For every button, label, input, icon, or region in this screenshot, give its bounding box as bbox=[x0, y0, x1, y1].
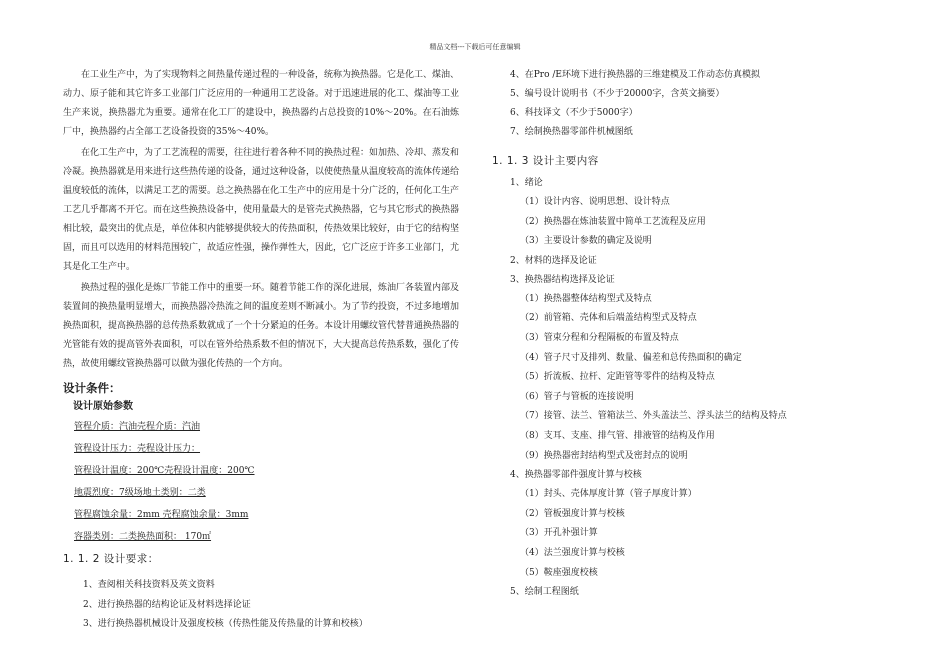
section-item: （5）鞍座强度校核 bbox=[520, 567, 598, 578]
design-conditions-heading: 设计条件： bbox=[63, 381, 121, 395]
requirement-item: 2、进行换热器的结构论证及材料选择论证 bbox=[83, 599, 251, 610]
section-item: （1）封头、壳体厚度计算（管子厚度计算） bbox=[520, 489, 697, 500]
page-header: 精品文档---下载后可任意编辑 bbox=[429, 43, 521, 51]
design-params-heading: 设计原始参数 bbox=[73, 401, 133, 412]
requirement-item: 6、科技译文（不少于5000字） bbox=[510, 108, 638, 118]
section-item: （3）开孔补强计算 bbox=[520, 528, 598, 539]
requirements-heading: 1. 1. 2 设计要求： bbox=[63, 553, 159, 565]
section-item: （3）管束分程和分程隔板的布置及特点 bbox=[520, 332, 679, 343]
section-item: （5）折流板、拉杆、定距管等零件的结构及特点 bbox=[520, 372, 715, 383]
section-item: （3）主要设计参数的确定及说明 bbox=[520, 236, 652, 247]
requirement-item: 4、在Pro /E环境下进行换热器的三维建模及工作动态仿真模拟 bbox=[510, 70, 760, 80]
section-item: （9）换热器密封结构型式及密封点的说明 bbox=[520, 450, 688, 461]
requirement-item: 3、进行换热器机械设计及强度校核（传热性能及传热量的计算和校核） bbox=[83, 619, 368, 629]
intro-paragraph-2: 在化工生产中，为了工艺流程的需要，往往进行着各种不同的换热过程：如加热、冷却、蒸发和冷凝。换热器就是用来进行这些热传递的设备，通过这种设备，以使使热量从温度较高的流体传递给温度较低的流体，以满足工艺的需要。总之换热器在化工生产中的应用是十分广泛的，任何化工生产工艺几乎都离不开它。而在这些换热设备中，使用量最大的是管壳式换热器，它与其它形式的换热器相比较，最突出的优点是，单位体积内能够提供较大的传热面积，传热效果比较好，由于它的结构坚固，而且可以选用的材料范围较广，故适应性强，操作弹性大，因此，它广泛应于许多工业部门，尤其是化工生产中。 bbox=[63, 148, 460, 272]
intro-paragraph-1: 在工业生产中，为了实现物料之间热量传递过程的一种设备，统称为换热器。它是化工、煤油、动力、原子能和其它许多工业部门广泛应用的一种通用工艺设备。对于迅速进展的化工、煤油等工业生产来说，换热器尤为重要。通常在化工厂的建设中，换热器约占总投资的10%～20%。在石油炼厂中，换热器约占全部工艺设备投资的35%～40%。 bbox=[63, 70, 460, 137]
requirement-item: 5、编号设计说明书（不少于20000字，含英文摘要） bbox=[510, 89, 725, 99]
section-item: （4）管子尺寸及排列、数量、偏差和总传热面积的确定 bbox=[520, 352, 742, 363]
section-title: 3、换热器结构选择及论证 bbox=[510, 274, 615, 285]
condition-corrosion: 管程腐蚀余量：2mm 壳程腐蚀余量：3mm bbox=[74, 510, 249, 520]
right-column bbox=[492, 66, 812, 602]
section-item: （2）管板强度计算与校核 bbox=[520, 508, 625, 519]
section-item: （8）支耳、支座、排气管、排液管的结构及作用 bbox=[520, 430, 715, 441]
condition-temperature: 管程设计温度：200℃壳程设计温度：200℃ bbox=[74, 466, 255, 476]
condition-pressure: 管程设计压力：壳程设计压力： bbox=[74, 444, 201, 454]
condition-seismic: 地震烈度：7级场地土类别：二类 bbox=[74, 488, 206, 498]
section-item: （4）法兰强度计算与校核 bbox=[520, 547, 625, 558]
section-title: 1、绪论 bbox=[510, 178, 543, 188]
section-item: （7）接管、法兰、管箱法兰、外头盖法兰、浮头法兰的结构及特点 bbox=[520, 411, 787, 422]
main-content-heading: 1. 1. 3 设计主要内容 bbox=[492, 155, 599, 167]
section-item: （1）设计内容、说明思想、设计特点 bbox=[520, 197, 670, 207]
condition-vessel-class: 容器类别：二类换热面积： 170㎡ bbox=[74, 532, 212, 542]
section-title: 4、换热器零部件强度计算与校核 bbox=[510, 470, 642, 481]
section-item: （2）前管箱、壳体和后端盖结构型式及特点 bbox=[520, 313, 697, 324]
section-item: （6）管子与管板的连接说明 bbox=[520, 391, 634, 402]
section-title: 2、材料的选择及论证 bbox=[510, 255, 597, 266]
left-column bbox=[63, 66, 459, 635]
condition-medium: 管程介质：汽油壳程介质：汽油 bbox=[74, 422, 201, 432]
intro-paragraph-3: 换热过程的强化是炼厂节能工作中的重要一环。随着节能工作的深化进展，炼油厂各装置内部及装置间的换热量明显增大，而换热器冷热流之间的温度差则不断减小。为了节约投资，不过多地增加换热面积，提高换热器的总传热系数就成了一个十分紧迫的任务。本设计用螺纹管代替普通换热器的光管能有效的提高管外表面积，可以在管外给热系数不但的情况下，大大提高总传热系数，强化了传热，故使用螺纹管换热器可以做为强化传热的一个方向。 bbox=[63, 283, 460, 369]
section-title: 5、绘制工程图纸 bbox=[510, 587, 579, 598]
requirement-item: 1、查阅相关科技资料及英文资料 bbox=[83, 580, 215, 590]
section-item: （1）换热器整体结构型式及特点 bbox=[520, 293, 652, 304]
requirement-item: 7、绘制换热器零部件机械图纸 bbox=[510, 127, 633, 137]
section-item: （2）换热器在炼油装置中简单工艺流程及应用 bbox=[520, 216, 706, 227]
